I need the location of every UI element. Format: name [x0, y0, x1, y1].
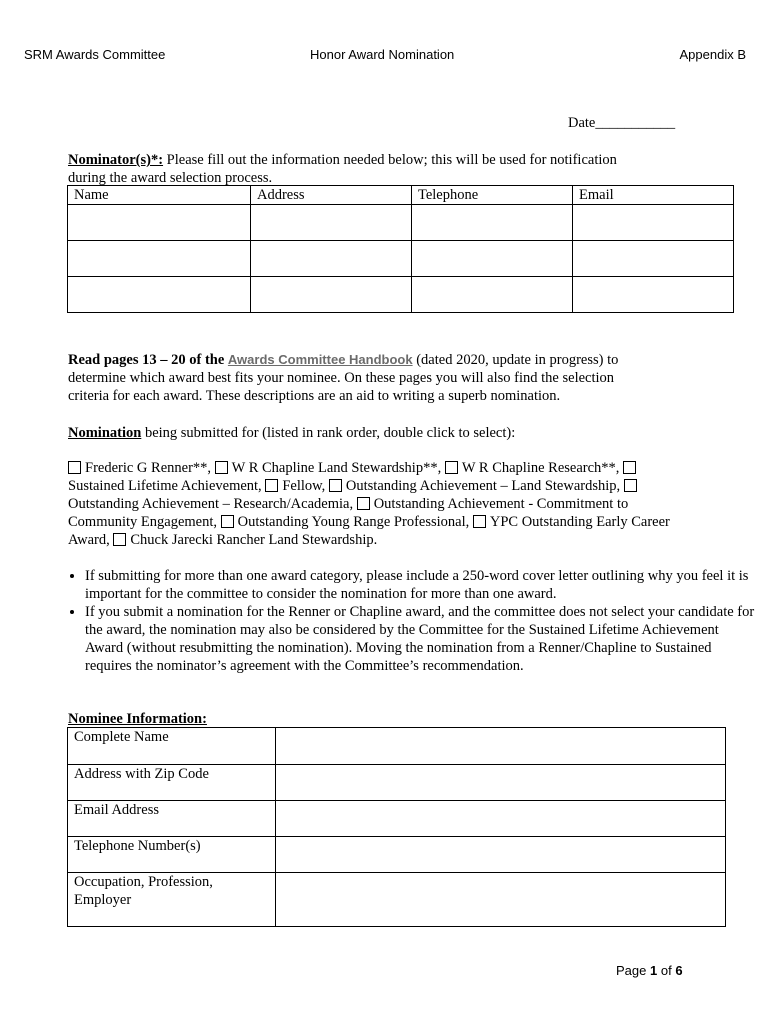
header-left: SRM Awards Committee: [24, 47, 166, 62]
page-indicator: [616, 963, 683, 978]
field-label: Email Address: [68, 801, 276, 837]
read-pages-bold: Read pages 13 – 20 of the: [68, 352, 225, 368]
instruction-bullets: [60, 567, 755, 675]
table-row: [68, 728, 726, 765]
field-label: Telephone Number(s): [68, 837, 276, 873]
checkbox-fellow[interactable]: [265, 479, 278, 492]
email-cell[interactable]: [573, 241, 734, 277]
email-cell[interactable]: [573, 277, 734, 313]
option-label: Outstanding Achievement – Research/Academia,: [68, 496, 354, 512]
address-cell[interactable]: [251, 277, 412, 313]
occupation-input[interactable]: [276, 873, 726, 927]
address-cell[interactable]: [251, 205, 412, 241]
award-options: [68, 459, 688, 549]
checkbox-sustained-lifetime[interactable]: [623, 461, 636, 474]
field-label: Occupation, Profession, Employer: [68, 873, 276, 927]
nominator-instructions: [68, 151, 648, 187]
option-label: Sustained Lifetime Achievement,: [68, 478, 262, 494]
table-row: [68, 241, 734, 277]
table-header-row: [68, 186, 734, 205]
date-field[interactable]: Date___________: [568, 115, 676, 131]
checkbox-oa-land[interactable]: [329, 479, 342, 492]
name-cell[interactable]: [68, 277, 251, 313]
table-row: [68, 801, 726, 837]
col-name: Name: [68, 186, 251, 205]
telephone-cell[interactable]: [412, 241, 573, 277]
checkbox-young-range[interactable]: [221, 515, 234, 528]
read-pages-paragraph: [68, 351, 648, 405]
table-row: [68, 277, 734, 313]
field-label: Complete Name: [68, 728, 276, 765]
nominator-label: Nominator(s)*:: [68, 152, 164, 168]
nomination-label: Nomination: [68, 425, 142, 441]
telephone-cell[interactable]: [412, 277, 573, 313]
list-item: • If you submit a nomination for the Renner or Chapline award, and the committee does not select your candidate for the award, the nomination may also be considered by the Committee for the Sustained Lifetime Achievement Award (without resubmitting the nomination). Moving the nomination from a Renner/Chapline to Sustained requires the nominator’s agreement with the Committee’s recommendation.: [85, 603, 755, 675]
checkbox-chapline-land[interactable]: [215, 461, 228, 474]
checkbox-ypc-early-career[interactable]: [473, 515, 486, 528]
complete-name-input[interactable]: [276, 728, 726, 765]
list-item: • If submitting for more than one award category, please include a 250-word cover letter outlining why you feel it is important for the committee to consider the nomination for more than one award.: [85, 567, 755, 603]
nominee-table: [67, 727, 726, 927]
option-label: Outstanding Achievement – Land Stewardship,: [345, 478, 621, 494]
checkbox-oa-research[interactable]: [624, 479, 637, 492]
of-word: of: [660, 963, 672, 978]
col-telephone: Telephone: [412, 186, 573, 205]
address-input[interactable]: [276, 765, 726, 801]
nomination-text: being submitted for (listed in rank order, double click to select):: [141, 425, 516, 441]
col-email: Email: [573, 186, 734, 205]
nomination-line: [68, 424, 728, 442]
telephone-input[interactable]: [276, 837, 726, 873]
checkbox-chapline-research[interactable]: [445, 461, 458, 474]
read-pages-rest: (dated 2020, update in progress) to determine which award best fits your nominee. On these pages you will also find the selection criteria for each award. These descriptions are an aid to writing a superb nomination.: [68, 352, 619, 404]
nominee-title: Nominee Information:: [68, 711, 207, 727]
option-label: Chuck Jarecki Rancher Land Stewardship.: [130, 532, 378, 548]
address-cell[interactable]: [251, 241, 412, 277]
option-label: YPC Outstanding Early Career Award,: [68, 514, 670, 548]
telephone-cell[interactable]: [412, 205, 573, 241]
nominator-table: [67, 185, 734, 313]
option-label: W R Chapline Land Stewardship**,: [231, 460, 442, 476]
header-right: Appendix B: [679, 47, 746, 62]
email-input[interactable]: [276, 801, 726, 837]
total-pages: 6: [675, 963, 683, 978]
handbook-link[interactable]: Awards Committee Handbook: [227, 352, 413, 367]
table-row: [68, 205, 734, 241]
name-cell[interactable]: [68, 205, 251, 241]
checkbox-renner[interactable]: [68, 461, 81, 474]
option-label: Outstanding Achievement - Commitment to Community Engagement,: [68, 496, 629, 530]
checkbox-jarecki[interactable]: [113, 533, 126, 546]
email-cell[interactable]: [573, 205, 734, 241]
option-label: Fellow,: [282, 478, 326, 494]
col-address: Address: [251, 186, 412, 205]
table-row: [68, 873, 726, 927]
page-word: Page: [616, 963, 647, 978]
option-label: W R Chapline Research**,: [461, 460, 620, 476]
checkbox-oa-community[interactable]: [357, 497, 370, 510]
table-row: [68, 765, 726, 801]
table-row: [68, 837, 726, 873]
option-label: Outstanding Young Range Professional,: [237, 514, 470, 530]
option-label: Frederic G Renner**,: [85, 460, 212, 476]
current-page: 1: [650, 963, 658, 978]
header-center: Honor Award Nomination: [310, 47, 455, 62]
name-cell[interactable]: [68, 241, 251, 277]
nominator-text: Please fill out the information needed below; this will be used for notification during the award selection process.: [68, 152, 617, 186]
field-label: Address with Zip Code: [68, 765, 276, 801]
